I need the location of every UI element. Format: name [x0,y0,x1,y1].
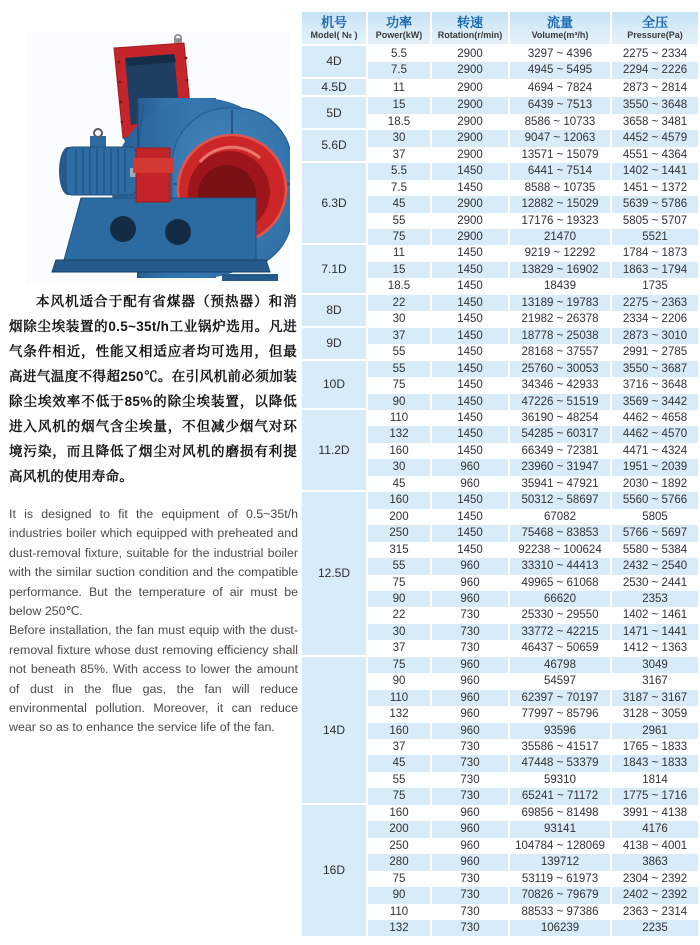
volume-cell: 139712 [508,854,610,870]
power-cell: 90 [366,591,430,607]
pressure-cell: 3863 [610,854,698,870]
rotation-cell: 1450 [430,394,508,410]
pressure-cell: 2275 ~ 2334 [610,46,698,62]
header-power-zh: 功率 [385,14,412,30]
model-cell: 11.2D [302,410,366,492]
table-row [302,79,698,97]
rotation-cell: 1450 [430,443,508,459]
rotation-cell: 1450 [430,344,508,360]
volume-cell: 46798 [508,657,610,673]
table-row [302,361,698,377]
pressure-cell: 2304 ~ 2392 [610,871,698,887]
pressure-cell: 1843 ~ 1833 [610,755,698,771]
pressure-cell: 2873 ~ 2814 [610,79,698,97]
volume-cell: 46437 ~ 50659 [508,640,610,656]
pressure-cell: 5521 [610,229,698,245]
pressure-cell: 1765 ~ 1833 [610,739,698,755]
power-cell: 132 [366,706,430,722]
model-cell: 8D [302,295,366,328]
pressure-cell: 3167 [610,673,698,689]
power-cell: 160 [366,492,430,508]
rotation-cell: 1450 [430,525,508,541]
power-cell: 45 [366,755,430,771]
pressure-cell: 2294 ~ 2226 [610,62,698,78]
volume-cell: 4694 ~ 7824 [508,79,610,97]
header-volume-en: Volume(m³/h) [531,29,589,40]
rotation-cell: 960 [430,805,508,821]
header-volume-zh: 流量 [546,14,573,30]
rotation-cell: 1450 [430,426,508,442]
volume-cell: 18778 ~ 25038 [508,328,610,344]
rotation-cell: 1450 [430,410,508,426]
table-row [302,295,698,311]
pressure-cell: 5560 ~ 5766 [610,492,698,508]
volume-cell: 54285 ~ 60317 [508,426,610,442]
volume-cell: 92238 ~ 100624 [508,542,610,558]
rotation-cell: 2900 [430,213,508,229]
volume-cell: 62397 ~ 70197 [508,690,610,706]
model-cell: 7.1D [302,245,366,294]
model-cell: 9D [302,328,366,361]
header-pressure-en: Pressure(Pa) [627,29,683,40]
pressure-cell: 3716 ~ 3648 [610,377,698,393]
volume-cell: 50312 ~ 58697 [508,492,610,508]
power-cell: 18.5 [366,114,430,130]
volume-cell: 65241 ~ 71172 [508,788,610,804]
header-power [366,12,430,46]
volume-cell: 3297 ~ 4396 [508,46,610,62]
volume-cell: 28168 ~ 37557 [508,344,610,360]
rotation-cell: 1450 [430,377,508,393]
pressure-cell: 2873 ~ 3010 [610,328,698,344]
header-model-en: Model( № ) [310,29,358,40]
pressure-cell: 4471 ~ 4324 [610,443,698,459]
power-cell: 200 [366,509,430,525]
rotation-cell: 2900 [430,79,508,97]
pressure-cell: 5580 ~ 5384 [610,542,698,558]
spec-table-panel [302,12,698,936]
rotation-cell: 2900 [430,130,508,146]
rotation-cell: 960 [430,673,508,689]
rotation-cell: 730 [430,871,508,887]
volume-cell: 66349 ~ 72381 [508,443,610,459]
pressure-cell: 5766 ~ 5697 [610,525,698,541]
power-cell: 15 [366,262,430,278]
volume-cell: 67082 [508,509,610,525]
rotation-cell: 1450 [430,262,508,278]
power-cell: 75 [366,871,430,887]
pressure-cell: 2363 ~ 2314 [610,904,698,920]
table-row [302,805,698,821]
rotation-cell: 1450 [430,311,508,327]
power-cell: 132 [366,920,430,936]
power-cell: 37 [366,147,430,163]
pressure-cell: 4462 ~ 4570 [610,426,698,442]
volume-cell: 66620 [508,591,610,607]
rotation-cell: 960 [430,575,508,591]
power-cell: 315 [366,542,430,558]
rotation-cell: 730 [430,624,508,640]
volume-cell: 23960 ~ 31947 [508,459,610,475]
rotation-cell: 1450 [430,509,508,525]
volume-cell: 93141 [508,821,610,837]
volume-cell: 88533 ~ 97386 [508,904,610,920]
volume-cell: 25330 ~ 29550 [508,607,610,623]
volume-cell: 69856 ~ 81498 [508,805,610,821]
table-row [302,657,698,673]
power-cell: 55 [366,558,430,574]
volume-cell: 47226 ~ 51519 [508,394,610,410]
pressure-cell: 2432 ~ 2540 [610,558,698,574]
pressure-cell: 3991 ~ 4138 [610,805,698,821]
volume-cell: 8588 ~ 10735 [508,180,610,196]
pressure-cell: 3187 ~ 3167 [610,690,698,706]
pressure-cell: 2334 ~ 2206 [610,311,698,327]
rotation-cell: 1450 [430,295,508,311]
chinese-description: 本风机适合于配有省煤器（预热器）和消烟除尘埃装置的0.5~35t/h工业锅炉选用。凡进气条件相近，性能又相适应者均可选用，但最高进气温度不得超250℃。在引风机前必须加装除尘埃效率不低于85%的除尘埃装置，以降低进入风机的烟气含尘埃量，不但减少烟气对环境污染，而且降低了烟尘对风机的磨损有利提高风机的使用寿命。 [9,294,297,484]
pressure-cell: 4138 ~ 4001 [610,838,698,854]
header-power-en: Power(kW) [375,29,423,40]
header-rotation [430,12,508,46]
rotation-cell: 1450 [430,542,508,558]
power-cell: 55 [366,344,430,360]
power-cell: 280 [366,854,430,870]
volume-cell: 53119 ~ 61973 [508,871,610,887]
rotation-cell: 1450 [430,163,508,179]
rotation-cell: 1450 [430,245,508,261]
rotation-cell: 1450 [430,328,508,344]
power-cell: 110 [366,904,430,920]
english-paragraph-1: It is designed to fit the equipment of 0.5~35t/h industries boiler which equipped with preheated and dust-removal fixture, suitable for the industrial boiler with the similar suction condition and the compatible performance. But the temperature of air must be below 250℃. [9,507,298,619]
rotation-cell: 960 [430,476,508,492]
volume-cell: 35941 ~ 47921 [508,476,610,492]
power-cell: 55 [366,772,430,788]
pressure-cell: 1402 ~ 1441 [610,163,698,179]
volume-cell: 17176 ~ 19323 [508,213,610,229]
power-cell: 18.5 [366,278,430,294]
power-cell: 200 [366,821,430,837]
pressure-cell: 2353 [610,591,698,607]
volume-cell: 34346 ~ 42933 [508,377,610,393]
volume-cell: 8586 ~ 10733 [508,114,610,130]
power-cell: 250 [366,525,430,541]
volume-cell: 93596 [508,723,610,739]
power-cell: 5.5 [366,46,430,62]
table-row [302,328,698,344]
left-panel [0,0,300,945]
pressure-cell: 3049 [610,657,698,673]
power-cell: 110 [366,410,430,426]
pressure-cell: 5805 ~ 5707 [610,213,698,229]
volume-cell: 9047 ~ 12063 [508,130,610,146]
power-cell: 75 [366,575,430,591]
volume-cell: 36190 ~ 48254 [508,410,610,426]
pressure-cell: 1863 ~ 1794 [610,262,698,278]
model-cell: 16D [302,805,366,937]
power-cell: 30 [366,459,430,475]
volume-cell: 12882 ~ 15029 [508,196,610,212]
fan-base [52,198,270,272]
rotation-cell: 730 [430,607,508,623]
header-model-zh: 机号 [320,14,347,30]
volume-cell: 35586 ~ 41517 [508,739,610,755]
volume-cell: 25760 ~ 30053 [508,361,610,377]
rotation-cell: 2900 [430,229,508,245]
volume-cell: 75468 ~ 83853 [508,525,610,541]
pressure-cell: 1735 [610,278,698,294]
rotation-cell: 1450 [430,361,508,377]
volume-cell: 54597 [508,673,610,689]
volume-cell: 33772 ~ 42215 [508,624,610,640]
table-row [302,46,698,62]
power-cell: 37 [366,739,430,755]
volume-cell: 21470 [508,229,610,245]
volume-cell: 13189 ~ 19783 [508,295,610,311]
rotation-cell: 1450 [430,278,508,294]
pressure-cell: 2961 [610,723,698,739]
header-volume [508,12,610,46]
rotation-cell: 2900 [430,147,508,163]
rotation-cell: 960 [430,657,508,673]
power-cell: 75 [366,377,430,393]
table-row [302,163,698,179]
power-cell: 55 [366,213,430,229]
rotation-cell: 1450 [430,180,508,196]
volume-cell: 4945 ~ 5495 [508,62,610,78]
table-row [302,245,698,261]
rotation-cell: 730 [430,920,508,936]
power-cell: 160 [366,443,430,459]
power-cell: 7.5 [366,180,430,196]
rotation-cell: 730 [430,904,508,920]
power-cell: 132 [366,426,430,442]
rotation-cell: 960 [430,854,508,870]
rotation-cell: 2900 [430,114,508,130]
power-cell: 11 [366,245,430,261]
volume-cell: 33310 ~ 44413 [508,558,610,574]
pressure-cell: 2030 ~ 1892 [610,476,698,492]
volume-cell: 18439 [508,278,610,294]
volume-cell: 77997 ~ 85796 [508,706,610,722]
header-pressure-zh: 全压 [641,14,668,30]
power-cell: 11 [366,79,430,97]
rotation-cell: 1450 [430,492,508,508]
volume-cell: 106239 [508,920,610,936]
volume-cell: 6439 ~ 7513 [508,97,610,113]
pressure-cell: 4452 ~ 4579 [610,130,698,146]
pressure-cell: 3569 ~ 3442 [610,394,698,410]
power-cell: 160 [366,723,430,739]
pressure-cell: 1784 ~ 1873 [610,245,698,261]
power-cell: 160 [366,805,430,821]
volume-cell: 47448 ~ 53379 [508,755,610,771]
volume-cell: 13829 ~ 16902 [508,262,610,278]
pressure-cell: 2991 ~ 2785 [610,344,698,360]
rotation-cell: 960 [430,706,508,722]
fan-product-image [26,32,290,284]
power-cell: 45 [366,196,430,212]
power-cell: 90 [366,887,430,903]
pressure-cell: 4176 [610,821,698,837]
volume-cell: 49965 ~ 61068 [508,575,610,591]
pressure-cell: 2530 ~ 2441 [610,575,698,591]
table-row [302,97,698,113]
pressure-cell: 1775 ~ 1716 [610,788,698,804]
power-cell: 30 [366,311,430,327]
pressure-cell: 5639 ~ 5786 [610,196,698,212]
english-description [9,505,298,738]
power-cell: 37 [366,328,430,344]
table-row [302,130,698,146]
pressure-cell: 1412 ~ 1363 [610,640,698,656]
volume-cell: 104784 ~ 128069 [508,838,610,854]
rotation-cell: 730 [430,772,508,788]
header-rotation-zh: 转速 [456,14,483,30]
model-cell: 5D [302,97,366,130]
pressure-cell: 5805 [610,509,698,525]
volume-cell: 21982 ~ 26378 [508,311,610,327]
pressure-cell: 4551 ~ 4364 [610,147,698,163]
rotation-cell: 960 [430,459,508,475]
rotation-cell: 730 [430,788,508,804]
volume-cell: 9219 ~ 12292 [508,245,610,261]
model-cell: 14D [302,657,366,805]
pressure-cell: 3128 ~ 3059 [610,706,698,722]
rotation-cell: 2900 [430,62,508,78]
volume-cell: 13571 ~ 15079 [508,147,610,163]
english-paragraph-2: Before installation, the fan must equip with the dust-removal fixture whose dust removing efficiency shall not beneath 85%. With access to lower the amount of dust in the flue gas, the fan will reduce environmental pollution. Moreover, it can reduce wear so as to enhance the service life of the fan. [9,623,298,735]
volume-cell: 6441 ~ 7514 [508,163,610,179]
rotation-cell: 960 [430,821,508,837]
model-cell: 5.6D [302,130,366,163]
power-cell: 75 [366,788,430,804]
power-cell: 90 [366,673,430,689]
rotation-cell: 960 [430,690,508,706]
model-cell: 4.5D [302,79,366,97]
table-header-row [302,12,698,46]
power-cell: 75 [366,657,430,673]
rotation-cell: 730 [430,640,508,656]
power-cell: 110 [366,690,430,706]
model-cell: 4D [302,46,366,79]
power-cell: 90 [366,394,430,410]
power-cell: 250 [366,838,430,854]
pressure-cell: 4462 ~ 4658 [610,410,698,426]
pressure-cell: 1814 [610,772,698,788]
rotation-cell: 960 [430,591,508,607]
power-cell: 30 [366,624,430,640]
rotation-cell: 730 [430,887,508,903]
table-row [302,410,698,426]
rotation-cell: 960 [430,558,508,574]
header-model [302,12,366,46]
power-cell: 75 [366,229,430,245]
rotation-cell: 2900 [430,97,508,113]
rotation-cell: 960 [430,838,508,854]
rotation-cell: 960 [430,723,508,739]
header-rotation-en: Rotation(r/min) [437,29,503,40]
power-cell: 45 [366,476,430,492]
power-cell: 22 [366,607,430,623]
table-row [302,492,698,508]
model-cell: 12.5D [302,492,366,657]
pressure-cell: 1402 ~ 1461 [610,607,698,623]
pressure-cell: 1471 ~ 1441 [610,624,698,640]
power-cell: 37 [366,640,430,656]
pressure-cell: 2402 ~ 2392 [610,887,698,903]
power-cell: 15 [366,97,430,113]
pressure-cell: 3658 ~ 3481 [610,114,698,130]
power-cell: 5.5 [366,163,430,179]
power-cell: 7.5 [366,62,430,78]
power-cell: 55 [366,361,430,377]
model-cell: 6.3D [302,163,366,245]
rotation-cell: 2900 [430,196,508,212]
pressure-cell: 1951 ~ 2039 [610,459,698,475]
power-cell: 22 [366,295,430,311]
model-cell: 10D [302,361,366,410]
pressure-cell: 3550 ~ 3648 [610,97,698,113]
header-pressure [610,12,698,46]
spec-table [302,12,698,936]
rotation-cell: 2900 [430,46,508,62]
power-cell: 30 [366,130,430,146]
volume-cell: 59310 [508,772,610,788]
pressure-cell: 3550 ~ 3687 [610,361,698,377]
pressure-cell: 1451 ~ 1372 [610,180,698,196]
pressure-cell: 2235 [610,920,698,936]
volume-cell: 70826 ~ 79679 [508,887,610,903]
pressure-cell: 2275 ~ 2363 [610,295,698,311]
rotation-cell: 730 [430,755,508,771]
rotation-cell: 730 [430,739,508,755]
